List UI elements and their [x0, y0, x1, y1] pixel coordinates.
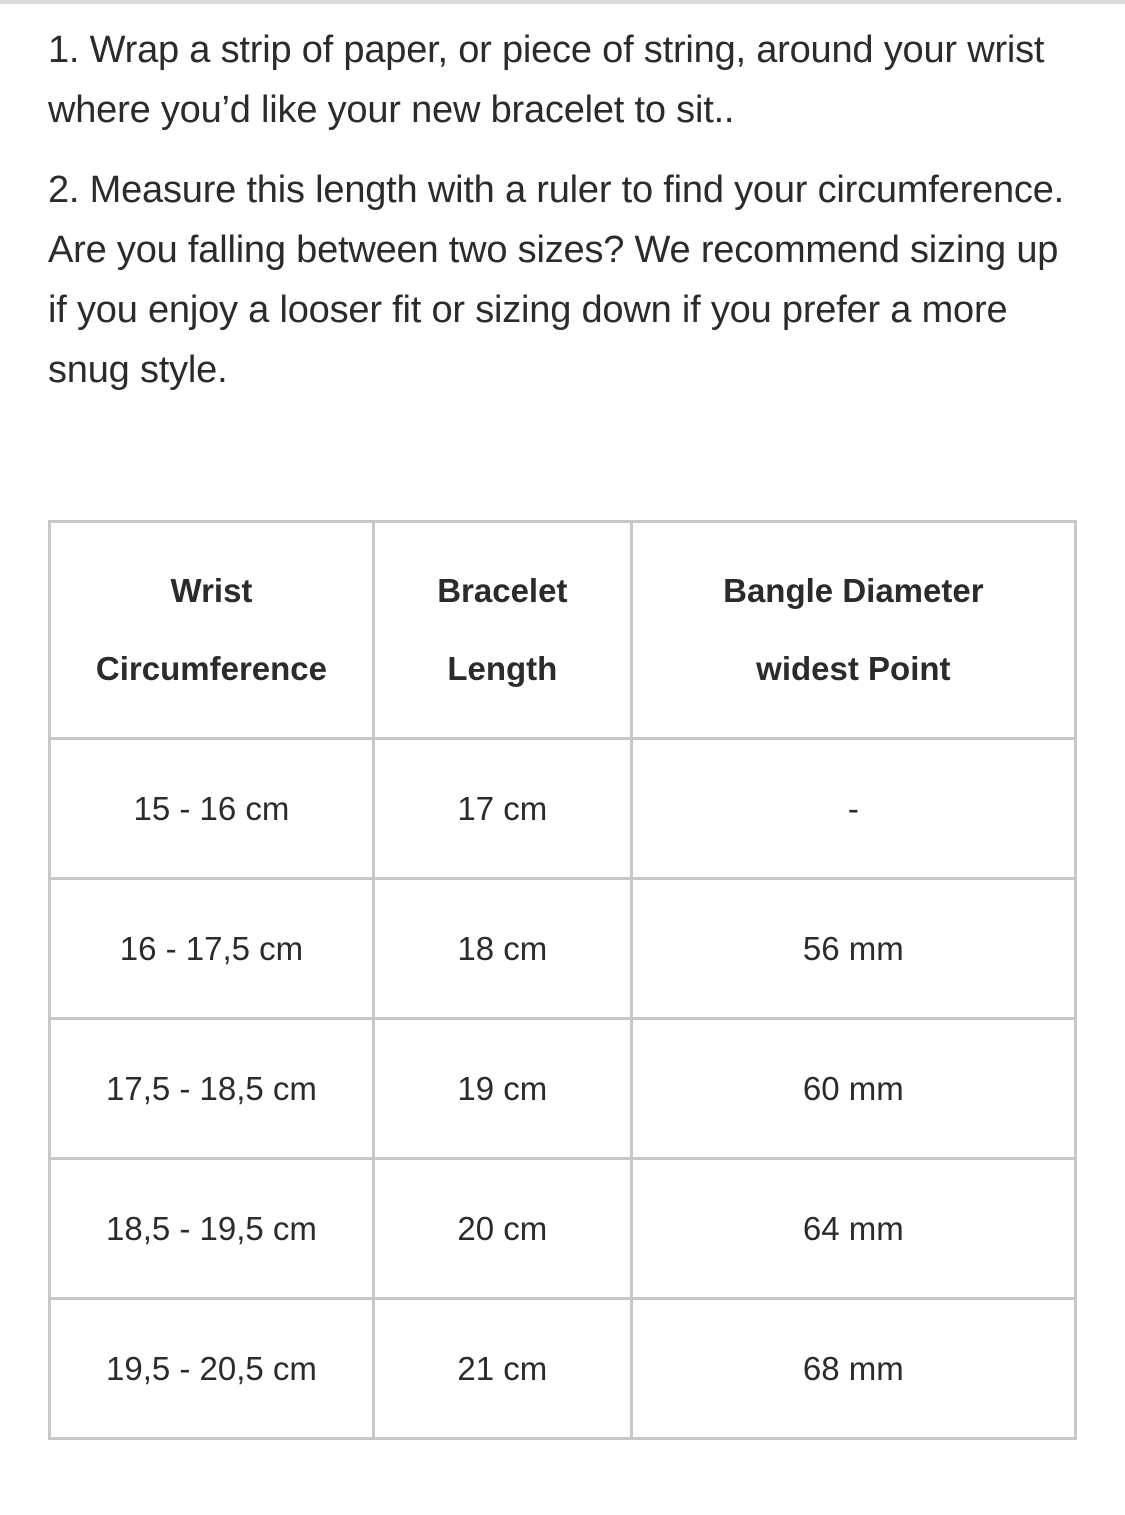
header-label: Bracelet [437, 572, 568, 609]
header-bangle-diameter [631, 522, 1075, 739]
table-row [50, 1159, 1076, 1299]
header-label: Length [447, 650, 558, 687]
top-divider [0, 0, 1125, 4]
table-row [50, 1019, 1076, 1159]
cell-bangle-diameter: 64 mm [631, 1159, 1075, 1299]
cell-bangle-diameter: 56 mm [631, 879, 1075, 1019]
cell-bracelet-length: 19 cm [373, 1019, 631, 1159]
cell-bracelet-length: 18 cm [373, 879, 631, 1019]
header-label: widest Point [756, 650, 951, 687]
cell-bangle-diameter: - [631, 739, 1075, 879]
cell-wrist-circumference: 18,5 - 19,5 cm [50, 1159, 374, 1299]
table-header-row [50, 522, 1076, 739]
header-label: Wrist [170, 572, 253, 609]
cell-bracelet-length: 21 cm [373, 1299, 631, 1439]
cell-wrist-circumference: 19,5 - 20,5 cm [50, 1299, 374, 1439]
size-chart [48, 520, 1077, 1440]
cell-wrist-circumference: 17,5 - 18,5 cm [50, 1019, 374, 1159]
cell-bangle-diameter: 68 mm [631, 1299, 1075, 1439]
size-table [48, 520, 1077, 1440]
table-row [50, 879, 1076, 1019]
instruction-step-1: 1. Wrap a strip of paper, or piece of string, around your wrist where you’d like your new bracelet to sit.. [48, 29, 1045, 131]
instruction-step-2: 2. Measure this length with a ruler to find your circumference. Are you falling between two sizes? We recommend sizing up if you enjoy a looser fit or sizing down if you prefer a more snug style. [48, 169, 1064, 391]
cell-wrist-circumference: 15 - 16 cm [50, 739, 374, 879]
cell-wrist-circumference: 16 - 17,5 cm [50, 879, 374, 1019]
table-row [50, 739, 1076, 879]
table-row [50, 1299, 1076, 1439]
header-label: Bangle Diameter [723, 572, 984, 609]
header-label: Circumference [95, 650, 328, 687]
header-bracelet-length [373, 522, 631, 739]
cell-bangle-diameter: 60 mm [631, 1019, 1075, 1159]
cell-bracelet-length: 20 cm [373, 1159, 631, 1299]
sizing-instructions [48, 20, 1083, 420]
header-wrist-circumference [50, 522, 374, 739]
cell-bracelet-length: 17 cm [373, 739, 631, 879]
